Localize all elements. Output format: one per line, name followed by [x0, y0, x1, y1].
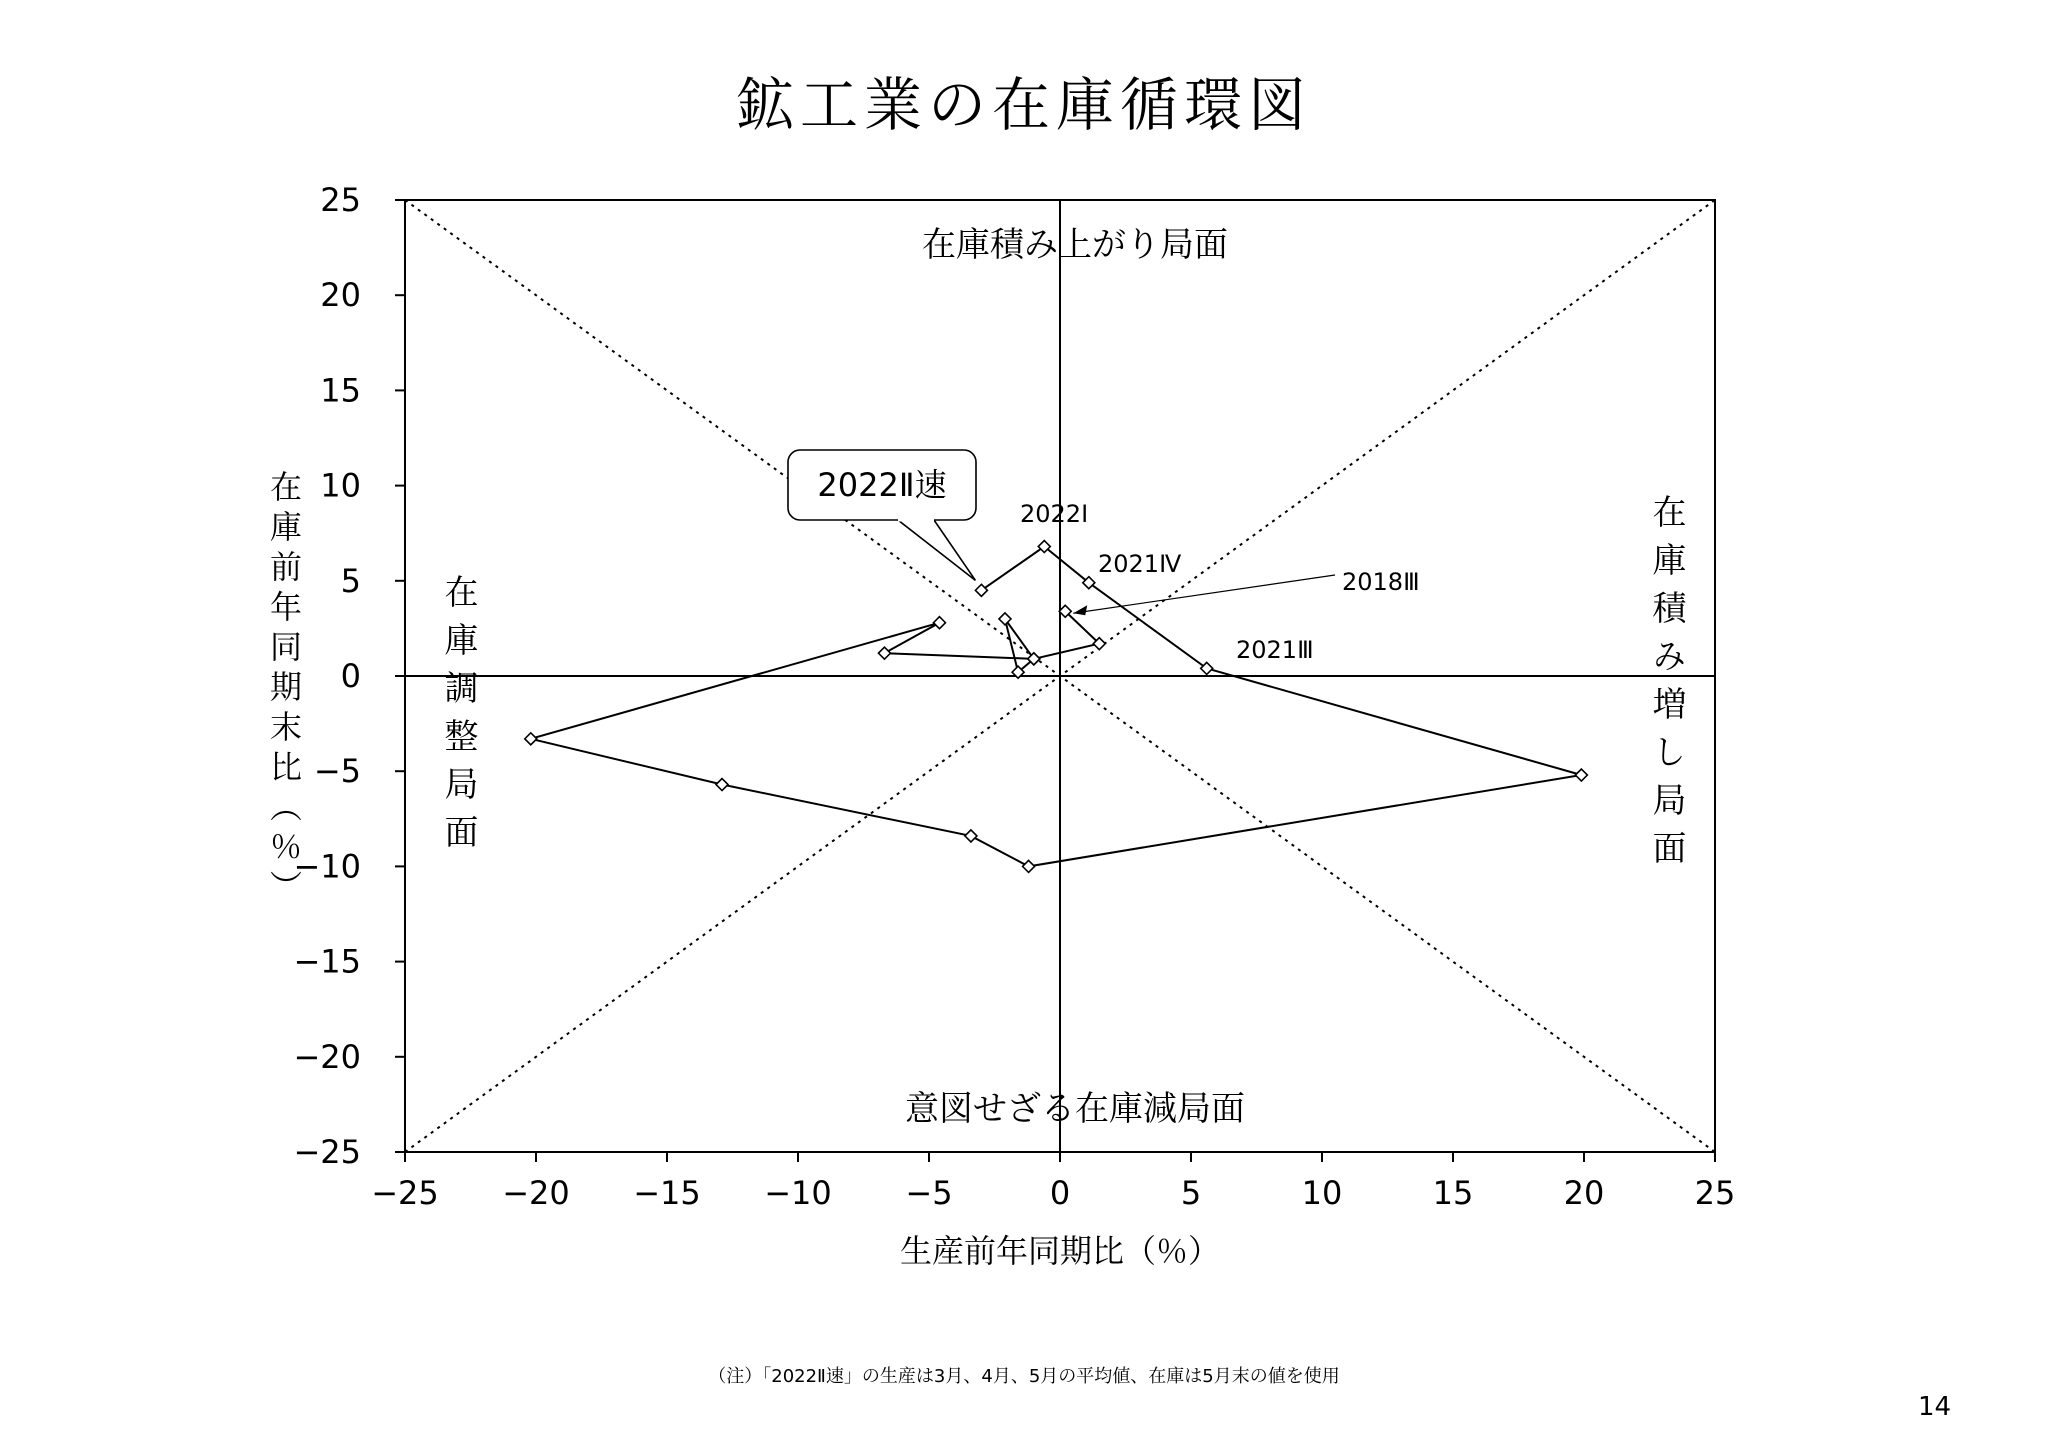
y-tick-label: −20	[293, 1037, 361, 1076]
data-point-marker	[878, 647, 890, 659]
data-point-marker	[1575, 769, 1587, 781]
data-point-marker	[975, 584, 987, 596]
y-tick-label: −25	[293, 1133, 361, 1171]
x-tick-label: 20	[1563, 1174, 1605, 1212]
x-tick-label: −10	[764, 1174, 832, 1212]
y-tick-label: −5	[313, 752, 361, 791]
y-tick-label: 20	[320, 276, 361, 315]
phase-label-top: 在庫積み上がり局面	[922, 225, 1228, 265]
point-label: 2022Ⅰ	[1020, 500, 1089, 528]
page-title: 鉱工業の在庫循環図	[735, 71, 1312, 139]
y-tick-label: 15	[320, 371, 361, 410]
series-line	[531, 547, 1582, 867]
y-axis-label: 在庫前年同期末比（％）	[265, 470, 303, 910]
x-tick-label: 25	[1694, 1174, 1736, 1212]
data-point-marker	[965, 830, 977, 842]
x-tick-label: 10	[1301, 1174, 1343, 1212]
y-tick-label: 25	[320, 181, 361, 219]
x-tick-label: −25	[371, 1174, 439, 1212]
x-tick-label: −20	[502, 1174, 570, 1212]
x-tick-label: 15	[1432, 1174, 1474, 1212]
phase-label-left: 在庫調整局面	[438, 574, 478, 862]
callout-pointer	[898, 520, 975, 580]
y-tick-label: −15	[293, 942, 361, 981]
callout-label: 2022Ⅱ速	[817, 466, 947, 504]
point-label: 2018Ⅲ	[1342, 568, 1420, 596]
data-point-marker	[1023, 860, 1035, 872]
point-label: 2021Ⅳ	[1098, 550, 1182, 578]
data-point-marker	[525, 733, 537, 745]
x-tick-label: −5	[905, 1174, 953, 1212]
x-tick-label: 5	[1180, 1174, 1202, 1212]
y-tick-label: 5	[340, 561, 361, 600]
footnote: （注）「2022Ⅱ速」の生産は3月、4月、5月の平均値、在庫は5月末の値を使用	[708, 1366, 1340, 1387]
y-tick-label: −10	[293, 847, 361, 886]
data-point-marker	[716, 779, 728, 791]
y-tick-label: 0	[340, 657, 361, 695]
x-tick-label: −15	[633, 1174, 701, 1212]
point-label: 2021Ⅲ	[1236, 636, 1314, 664]
page-number: 14	[1918, 1392, 1952, 1422]
annotation-leader	[1073, 575, 1335, 613]
y-tick-label: 10	[320, 466, 361, 505]
phase-label-right: 在庫積み増し局面	[1646, 494, 1686, 878]
phase-label-bottom: 意図せざる在庫減局面	[905, 1089, 1245, 1129]
x-axis-label: 生産前年同期比（％）	[899, 1232, 1221, 1270]
data-point-marker	[933, 617, 945, 629]
annotation-arrowhead	[1073, 605, 1087, 615]
x-tick-label: 0	[1049, 1174, 1071, 1212]
